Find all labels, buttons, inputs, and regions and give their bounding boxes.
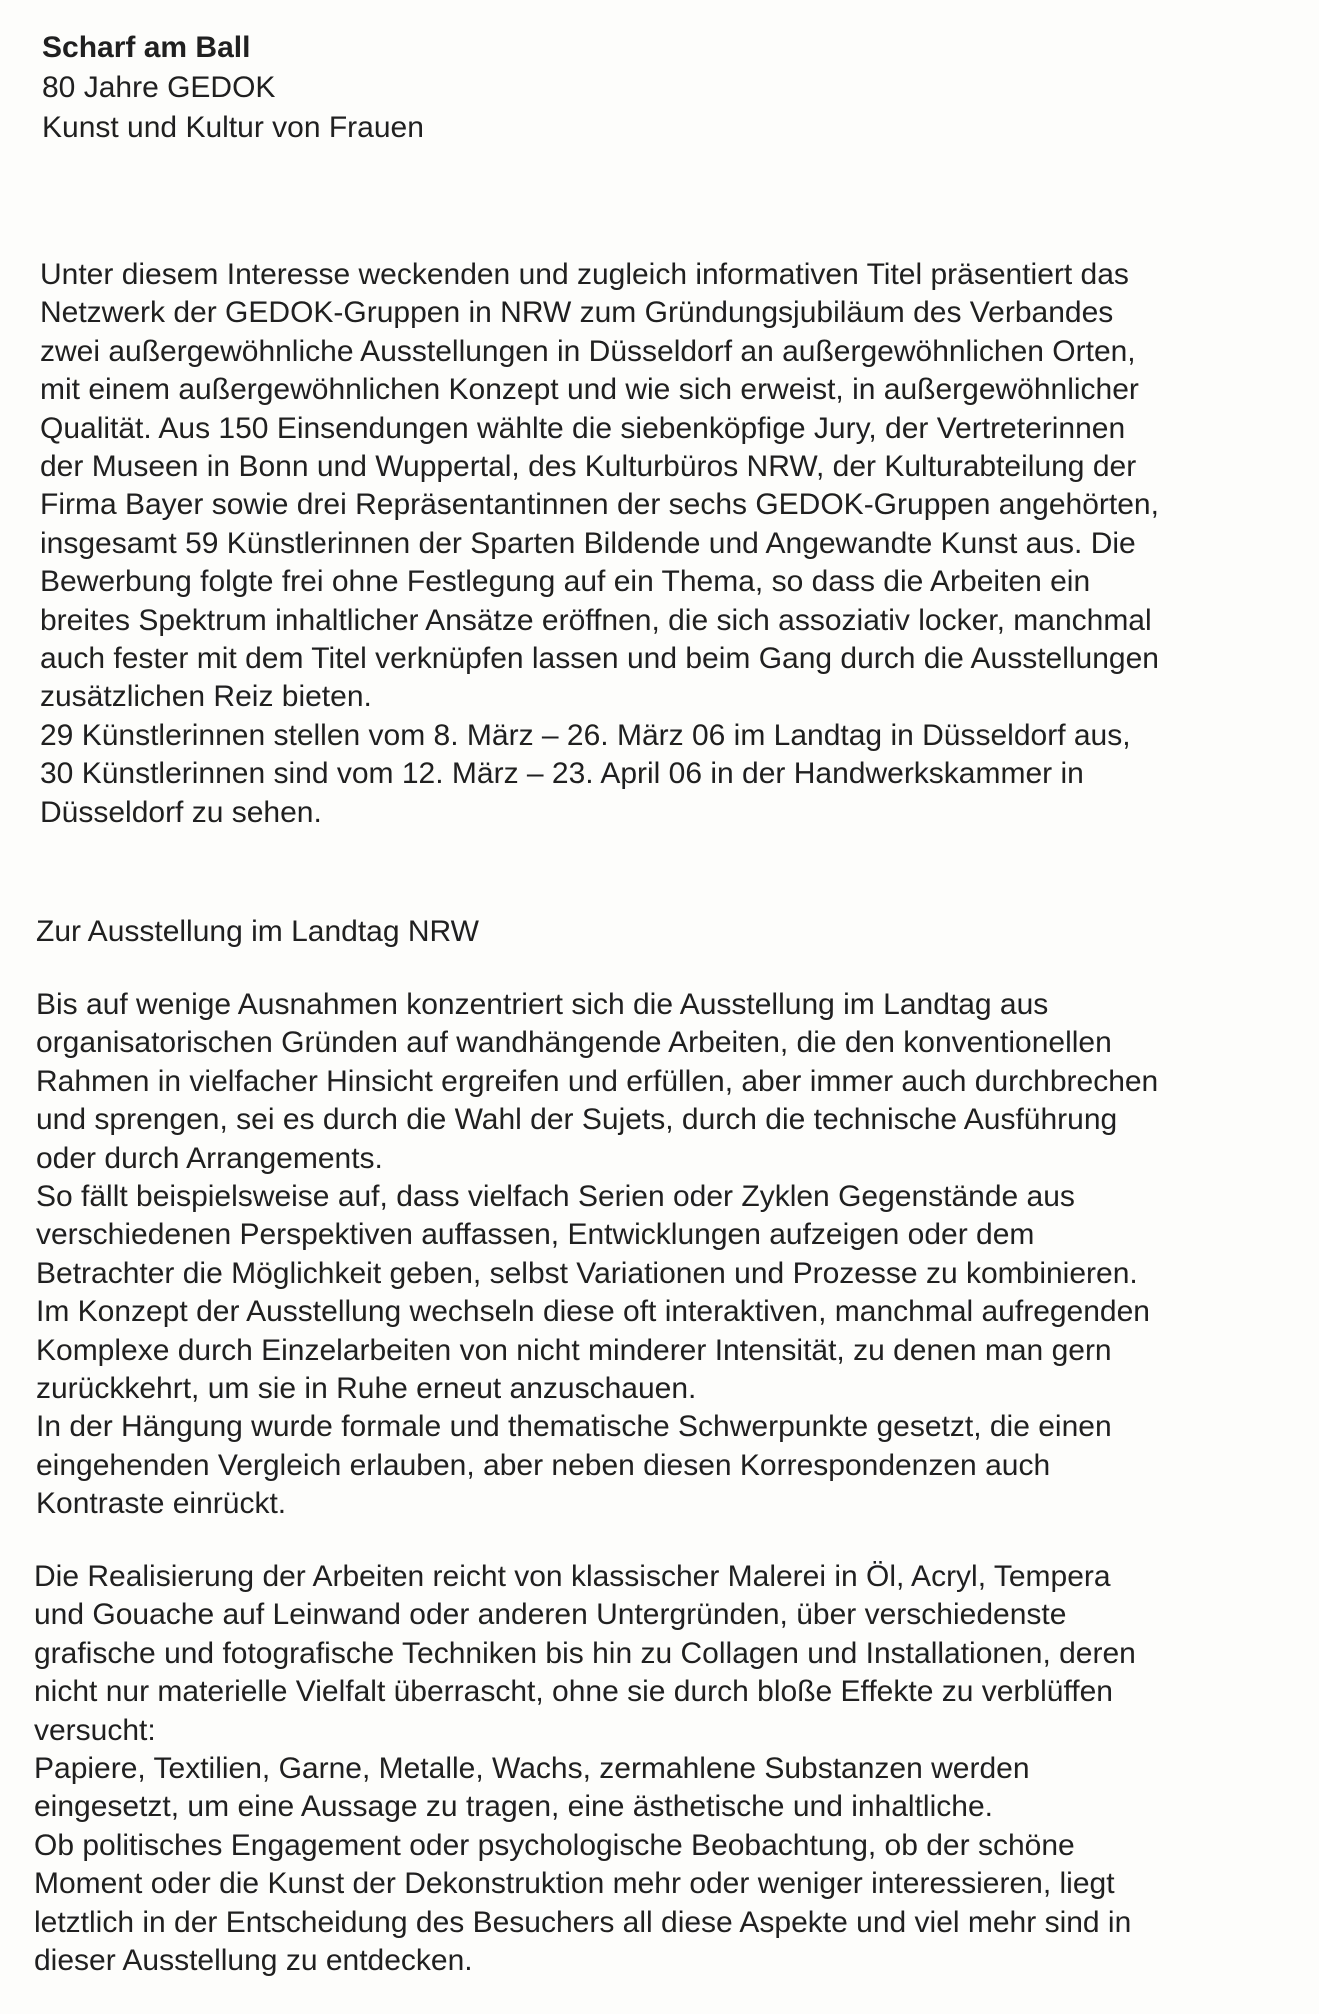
subtitle-line: Kunst und Kultur von Frauen [42,111,424,144]
text-line: Netzwerk der GEDOK-Gruppen in NRW zum Gründungsjubiläum des Verbandes [40,296,1114,330]
text-line: Moment oder die Kunst der Dekonstruktion mehr oder weniger interessieren, liegt [34,1867,1115,1901]
text-line: Betrachter die Möglichkeit geben, selbst Variationen und Prozesse zu kombinieren. [36,1256,1138,1290]
text-line: breites Spektrum inhaltlicher Ansätze eröffnen, die sich assoziativ locker, manchmal [40,603,1152,637]
text-line: insgesamt 59 Künstlerinnen der Sparten Bildende und Angewandte Kunst aus. Die [40,526,1136,560]
document-title: Scharf am Ball [42,31,251,64]
text-line: Die Realisierung der Arbeiten reicht von klassischer Malerei in Öl, Acryl, Tempera [34,1560,1111,1593]
text-line: zurückkehrt, um sie in Ruhe erneut anzuschauen. [36,1372,697,1406]
text-line: organisatorischen Gründen auf wandhängende Arbeiten, die den konventionellen [36,1026,1112,1060]
text-line: auch fester mit dem Titel verknüpfen lassen und beim Gang durch die Ausstellungen [40,642,1159,676]
document-header [42,28,424,148]
text-line: mit einem außergewöhnlichen Konzept und wie sich erweist, in außergewöhnlicher [40,373,1139,407]
text-line: oder durch Arrangements. [36,1141,383,1175]
subtitle-line: 80 Jahre GEDOK [42,71,276,104]
text-line: letztlich in der Entscheidung des Besuchers all diese Aspekte und viel mehr sind in [34,1905,1132,1939]
text-line: nicht nur materielle Vielfalt überrascht, ohne sie durch bloße Effekte zu verblüffen [34,1675,1113,1709]
text-line: Unter diesem Interesse weckenden und zugleich informativen Titel präsentiert das [40,258,1129,291]
text-line: Firma Bayer sowie drei Repräsentantinnen der sechs GEDOK-Gruppen angehörten, [40,488,1159,522]
text-line: und Gouache auf Leinwand oder anderen Untergründen, über verschiedenste [34,1598,1067,1632]
text-line: Qualität. Aus 150 Einsendungen wählte die siebenköpfige Jury, der Vertreterinnen [40,411,1126,445]
text-line: Bis auf wenige Ausnahmen konzentriert sich die Ausstellung im Landtag aus [36,988,1049,1021]
text-line: 29 Künstlerinnen stellen vom 8. März – 26. März 06 im Landtag in Düsseldorf aus, [40,718,1131,752]
text-line: versucht: [34,1713,156,1747]
text-line: Bewerbung folgte frei ohne Festlegung auf ein Thema, so dass die Arbeiten ein [40,565,1091,599]
text-line: grafische und fotografische Techniken bis hin zu Collagen und Installationen, deren [34,1636,1136,1670]
text-line: Im Konzept der Ausstellung wechseln diese oft interaktiven, manchmal aufregenden [36,1295,1150,1329]
text-line: dieser Ausstellung zu entdecken. [34,1944,473,1978]
text-line: der Museen in Bonn und Wuppertal, des Kulturbüros NRW, der Kulturabteilung der [40,450,1137,484]
realisierung-paragraph [34,1558,1136,1980]
text-line: zusätzlichen Reiz bieten. [40,680,372,714]
text-line: eingehenden Vergleich erlauben, aber neben diesen Korrespondenzen auch [36,1448,1051,1482]
text-line: verschiedenen Perspektiven auffassen, Entwicklungen aufzeigen oder dem [36,1218,1035,1252]
text-line: eingesetzt, um eine Aussage zu tragen, eine ästhetische und inhaltliche. [34,1790,993,1824]
text-line: Ob politisches Engagement oder psychologische Beobachtung, ob der schöne [34,1828,1075,1862]
text-line: Komplexe durch Einzelarbeiten von nicht minderer Intensität, zu denen man gern [36,1333,1112,1367]
text-line: In der Hängung wurde formale und thematische Schwerpunkte gesetzt, die einen [36,1410,1112,1444]
landtag-paragraph [36,986,1158,1524]
text-line: Düsseldorf zu sehen. [40,795,322,829]
text-line: 30 Künstlerinnen sind vom 12. März – 23. April 06 in der Handwerkskammer in [40,757,1084,791]
text-line: So fällt beispielsweise auf, dass vielfach Serien oder Zyklen Gegenstände aus [36,1180,1075,1214]
text-line: Kontraste einrückt. [36,1487,287,1521]
text-line: Rahmen in vielfacher Hinsicht ergreifen und erfüllen, aber immer auch durchbrechen [36,1064,1159,1098]
intro-paragraph [40,256,1159,832]
text-line: Papiere, Textilien, Garne, Metalle, Wachs, zermahlene Substanzen werden [34,1752,1030,1786]
text-line: und sprengen, sei es durch die Wahl der Sujets, durch die technische Ausführung [36,1103,1118,1137]
section-heading-landtag: Zur Ausstellung im Landtag NRW [36,915,479,948]
text-line: zwei außergewöhnliche Ausstellungen in Düsseldorf an außergewöhnlichen Orten, [40,334,1136,368]
